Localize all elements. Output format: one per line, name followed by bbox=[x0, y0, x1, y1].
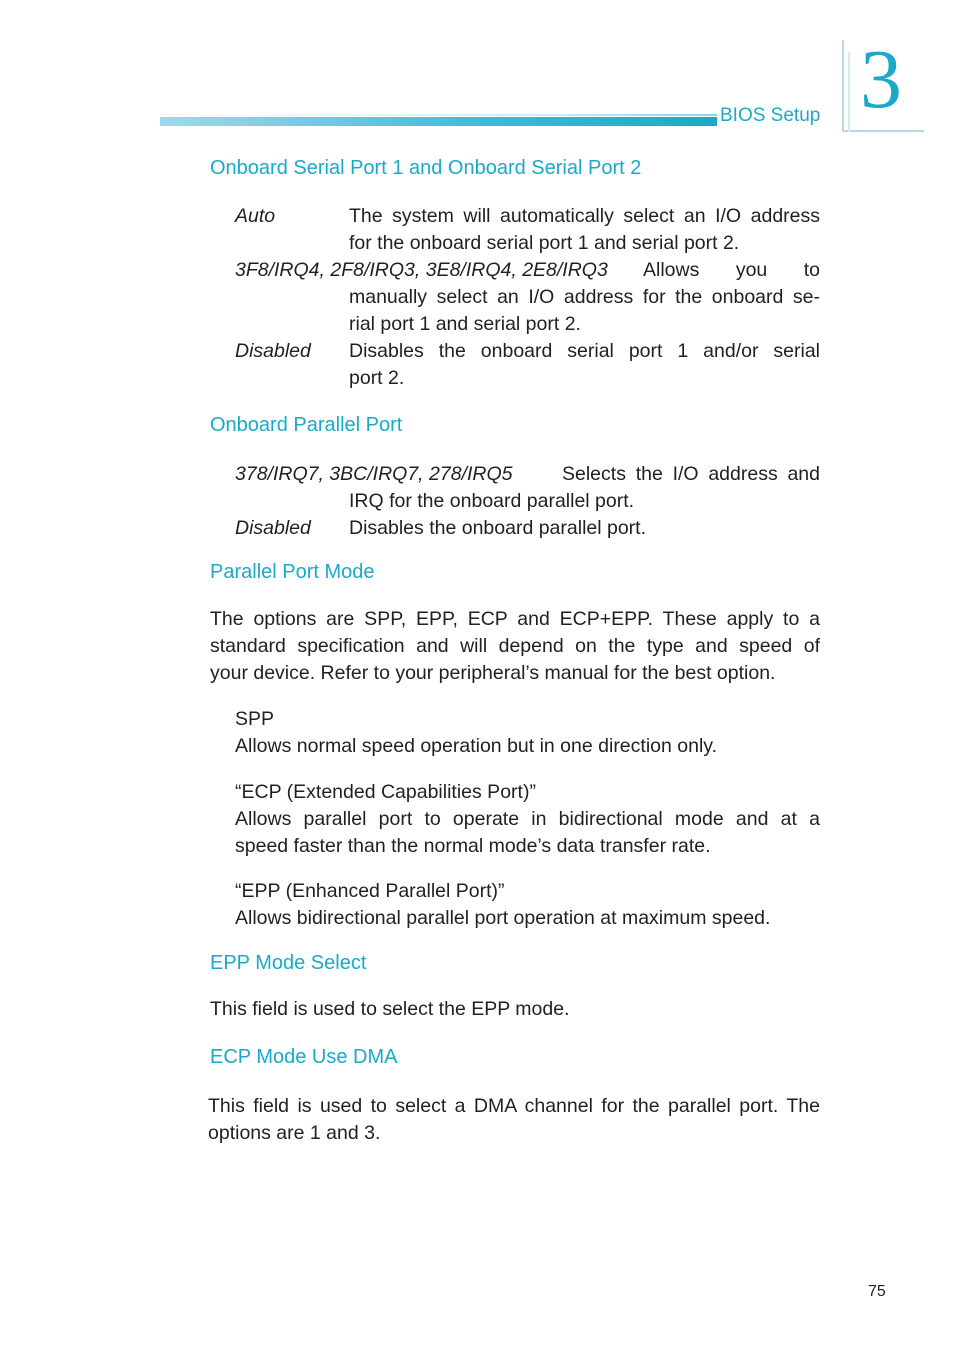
option-serial-disabled: Disabled bbox=[235, 340, 311, 362]
subheading-spp: SPP bbox=[235, 708, 275, 730]
option-parallel-disabled: Disabled bbox=[235, 517, 311, 539]
page-number: 75 bbox=[868, 1283, 886, 1300]
option-serial-irq-desc-2: manually select an I/O address for the onboard se- bbox=[349, 286, 820, 308]
ecp-dma-desc-1: This field is used to select a DMA channel for the parallel port. The bbox=[208, 1095, 820, 1117]
option-parallel-disabled-desc: Disables the onboard parallel port. bbox=[349, 517, 647, 539]
option-serial-disabled-desc-1: Disables the onboard serial port 1 and/or serial bbox=[349, 340, 820, 362]
option-serial-irq: 3F8/IRQ4, 2F8/IRQ3, 3E8/IRQ4, 2E8/IRQ3 bbox=[235, 259, 608, 281]
option-parallel-irq-desc-1: Selects the I/O address and bbox=[562, 463, 820, 485]
section-header-label: BIOS Setup bbox=[720, 105, 821, 126]
option-parallel-irq-desc-2: IRQ for the onboard parallel port. bbox=[349, 490, 635, 512]
heading-parallel-port: Onboard Parallel Port bbox=[210, 414, 403, 436]
ecp-dma-desc-2: options are 1 and 3. bbox=[208, 1122, 381, 1144]
subheading-ecp: “ECP (Extended Capabilities Port)” bbox=[235, 781, 536, 803]
subheading-epp: “EPP (Enhanced Parallel Port)” bbox=[235, 880, 505, 902]
ecp-description-2: speed faster than the normal mode’s data transfer rate. bbox=[235, 835, 711, 857]
mode-paragraph-line-3: your device. Refer to your peripheral’s manual for the best option. bbox=[210, 662, 776, 684]
epp-mode-select-desc: This field is used to select the EPP mode. bbox=[210, 998, 570, 1020]
option-serial-disabled-desc-2: port 2. bbox=[349, 367, 405, 389]
option-serial-irq-desc-1: Allows you to bbox=[643, 259, 820, 281]
header-rule bbox=[160, 117, 717, 126]
chapter-number: 3 bbox=[860, 33, 902, 126]
ecp-description-1: Allows parallel port to operate in bidirectional mode and at a bbox=[235, 808, 820, 830]
heading-serial-port: Onboard Serial Port 1 and Onboard Serial Port 2 bbox=[210, 157, 642, 179]
option-auto-desc-1: The system will automatically select an I/O address bbox=[349, 205, 820, 227]
heading-parallel-port-mode: Parallel Port Mode bbox=[210, 561, 375, 583]
option-auto-desc-2: for the onboard serial port 1 and serial port 2. bbox=[349, 232, 740, 254]
option-parallel-irq: 378/IRQ7, 3BC/IRQ7, 278/IRQ5 bbox=[235, 463, 513, 485]
heading-epp-mode-select: EPP Mode Select bbox=[210, 952, 367, 974]
option-serial-irq-desc-3: rial port 1 and serial port 2. bbox=[349, 313, 581, 335]
mode-paragraph-line-1: The options are SPP, EPP, ECP and ECP+EPP. These apply to a bbox=[210, 608, 820, 630]
option-auto: Auto bbox=[235, 205, 276, 227]
epp-description: Allows bidirectional parallel port operation at maximum speed. bbox=[235, 907, 771, 929]
mode-paragraph-line-2: standard specification and will depend on the type and speed of bbox=[210, 635, 820, 657]
spp-description: Allows normal speed operation but in one direction only. bbox=[235, 735, 718, 757]
heading-ecp-mode-dma: ECP Mode Use DMA bbox=[210, 1046, 398, 1068]
